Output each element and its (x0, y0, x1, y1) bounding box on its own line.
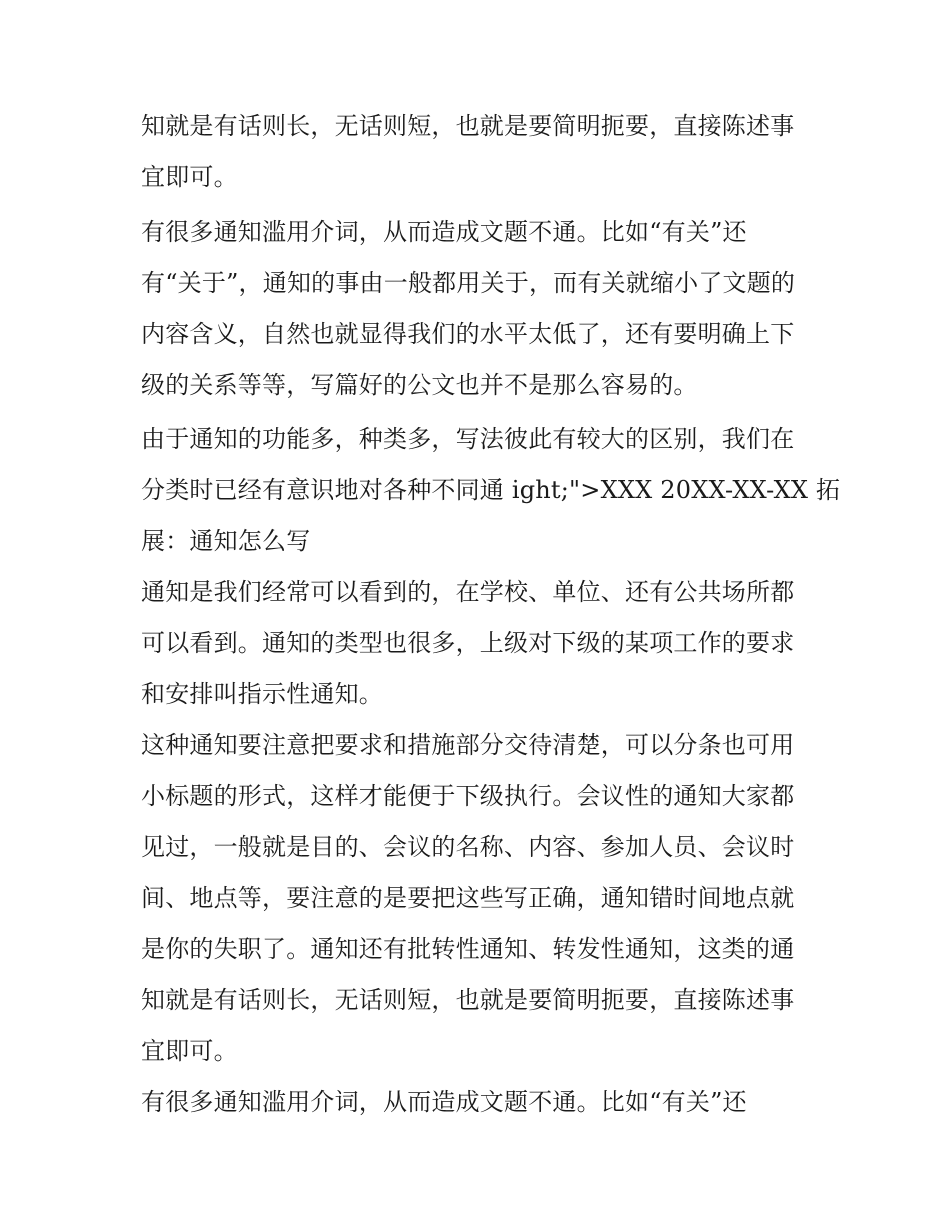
text-line: 可以看到。通知的类型也很多，上级对下级的某项工作的要求 (141, 629, 795, 657)
text-line: 间、地点等，要注意的是要把这些写正确，通知错时间地点就 (141, 884, 795, 912)
text-line: 宜即可。 (141, 163, 238, 191)
text-line: 这种通知要注意把要求和措施部分交待清楚，可以分条也可用 (141, 731, 795, 759)
text-line: 小标题的形式，这样才能便于下级执行。会议性的通知大家都 (141, 782, 795, 810)
text-line: 通知是我们经常可以看到的，在学校、单位、还有公共场所都 (141, 578, 795, 606)
text-line: 知就是有话则长，无话则短，也就是要简明扼要，直接陈述事 (141, 112, 795, 140)
text-line: 见过，一般就是目的、会议的名称、内容、参加人员、会议时 (141, 833, 795, 861)
text-line: 宜即可。 (141, 1037, 238, 1065)
text-line: 和安排叫指示性通知。 (141, 680, 383, 708)
text-line: 知就是有话则长，无话则短，也就是要简明扼要，直接陈述事 (141, 986, 795, 1014)
text-line: 是你的失职了。通知还有批转性通知、转发性通知，这类的通 (141, 935, 795, 963)
text-line: 由于通知的功能多，种类多，写法彼此有较大的区别，我们在 (141, 425, 795, 453)
text-line: 展：通知怎么写 (141, 527, 311, 555)
text-line: 有“关于”，通知的事由一般都用关于，而有关就缩小了文题的 (141, 269, 796, 297)
text-line: 有很多通知滥用介词，从而造成文题不通。比如“有关”还 (141, 218, 747, 246)
text-line: 级的关系等等，写篇好的公文也并不是那么容易的。 (141, 371, 698, 399)
text-line: 有很多通知滥用介词，从而造成文题不通。比如“有关”还 (141, 1088, 747, 1116)
text-line: 内容含义，自然也就显得我们的水平太低了，还有要明确上下 (141, 320, 795, 348)
text-line: 分类时已经有意识地对各种不同通 ight;">XXX 20XX-XX-XX 拓 (141, 476, 841, 504)
